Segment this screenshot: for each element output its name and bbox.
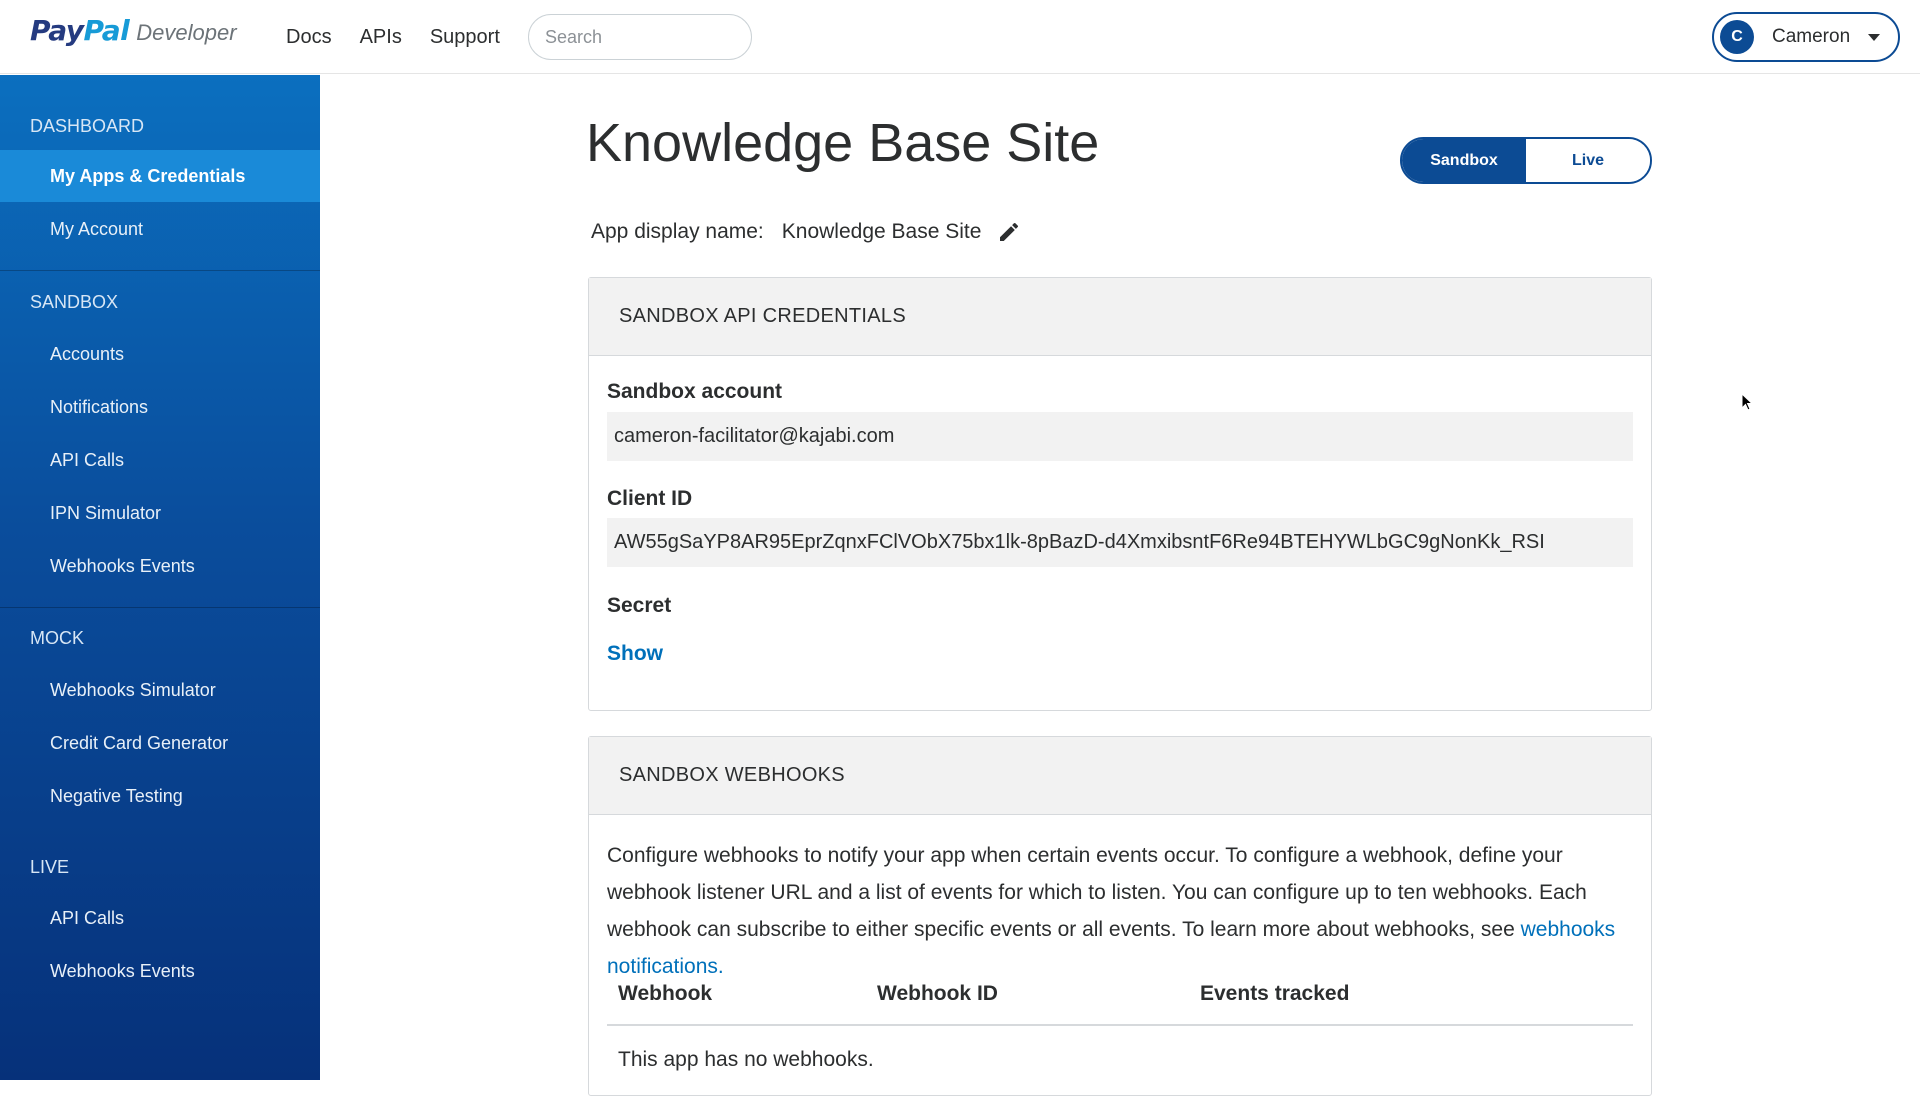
webhooks-notifications-link[interactable]: webhooks notifications.	[607, 918, 1616, 978]
sidebar-item-api-calls[interactable]: API Calls	[50, 449, 125, 470]
mouse-cursor-icon	[1741, 393, 1753, 413]
nav-apis-link[interactable]: APIs	[359, 25, 402, 48]
nav-support-link[interactable]: Support	[429, 25, 500, 48]
sidebar-item-my-account[interactable]: My Account	[50, 218, 144, 239]
developer-wordmark: Developer	[136, 20, 237, 45]
app-display-name-value: Knowledge Base Site	[781, 220, 982, 243]
avatar: C	[1720, 20, 1754, 54]
caret-down-icon	[1868, 34, 1880, 41]
webhooks-panel-heading: SANDBOX WEBHOOKS	[589, 737, 1651, 815]
webhooks-description: Configure webhooks to notify your app when certain events occur. To configure a webhook, define your webhook listener URL and a list of events for which to listen. You can configure up to ten webhooks. Each webhook can subscribe to either specific events or all events. To learn more about webhooks, see webhooks notifications.	[607, 844, 1616, 978]
credentials-panel-heading: SANDBOX API CREDENTIALS	[589, 278, 1651, 356]
client-id-value: AW55gSaYP8AR95EprZqnxFClVObX75bx1lk-8pBazD-d4XmxibsntF6Re94BTEHYWLbGC9gNonKk_RSI	[607, 518, 1633, 567]
sidebar-item-ipn-simulator[interactable]: IPN Simulator	[50, 502, 162, 523]
app-display-name-row	[591, 220, 1021, 244]
sandbox-webhooks-panel	[588, 736, 1652, 1096]
sidebar-item-webhooks-events[interactable]: Webhooks Events	[50, 555, 195, 576]
sandbox-account-value: cameron-facilitator@kajabi.com	[607, 412, 1633, 461]
sidebar	[0, 75, 320, 1080]
live-toggle-button[interactable]: Live	[1526, 139, 1650, 182]
nav-docs-link[interactable]: Docs	[286, 25, 332, 48]
secret-label: Secret	[607, 594, 672, 617]
sidebar-item-accounts[interactable]: Accounts	[50, 343, 125, 364]
search-input[interactable]	[528, 14, 752, 60]
table-header-rule	[607, 1024, 1633, 1026]
pencil-edit-icon[interactable]	[997, 220, 1021, 244]
top-nav	[286, 0, 528, 74]
sidebar-divider	[0, 270, 320, 271]
page-title: Knowledge Base Site	[586, 113, 1100, 173]
client-id-label: Client ID	[607, 487, 693, 510]
sidebar-item-negative-testing[interactable]: Negative Testing	[50, 785, 183, 806]
sandbox-credentials-panel	[588, 277, 1652, 711]
sandbox-account-label: Sandbox account	[607, 380, 783, 403]
paypal-wordmark: PayPal	[30, 14, 130, 47]
column-header-webhook: Webhook	[618, 982, 713, 1005]
show-secret-link[interactable]: Show	[607, 642, 663, 665]
environment-toggle	[1400, 137, 1652, 184]
sidebar-section-live: LIVE	[30, 857, 70, 877]
sidebar-item-my-apps-credentials[interactable]: My Apps & Credentials	[0, 150, 320, 202]
sidebar-item-notifications[interactable]: Notifications	[50, 396, 149, 417]
sidebar-item-webhooks-simulator[interactable]: Webhooks Simulator	[50, 679, 216, 700]
sandbox-toggle-button[interactable]: Sandbox	[1402, 139, 1526, 182]
sidebar-item-credit-card-generator[interactable]: Credit Card Generator	[50, 732, 229, 753]
sidebar-divider	[0, 607, 320, 608]
sidebar-section-sandbox: SANDBOX	[30, 292, 119, 312]
user-menu-button[interactable]	[1712, 12, 1900, 62]
column-header-webhook-id: Webhook ID	[877, 982, 998, 1005]
user-name: Cameron	[1772, 26, 1851, 47]
app-display-name-label: App display name:	[591, 220, 764, 243]
column-header-events-tracked: Events tracked	[1200, 982, 1350, 1005]
sidebar-section-mock: MOCK	[30, 628, 84, 648]
webhooks-empty-message: This app has no webhooks.	[618, 1048, 874, 1071]
sidebar-item-live-api-calls[interactable]: API Calls	[50, 907, 125, 928]
sidebar-item-live-webhooks-events[interactable]: Webhooks Events	[50, 960, 195, 981]
sidebar-section-dashboard: DASHBOARD	[30, 116, 145, 136]
top-bar	[0, 0, 1920, 74]
paypal-developer-logo[interactable]	[30, 14, 237, 54]
